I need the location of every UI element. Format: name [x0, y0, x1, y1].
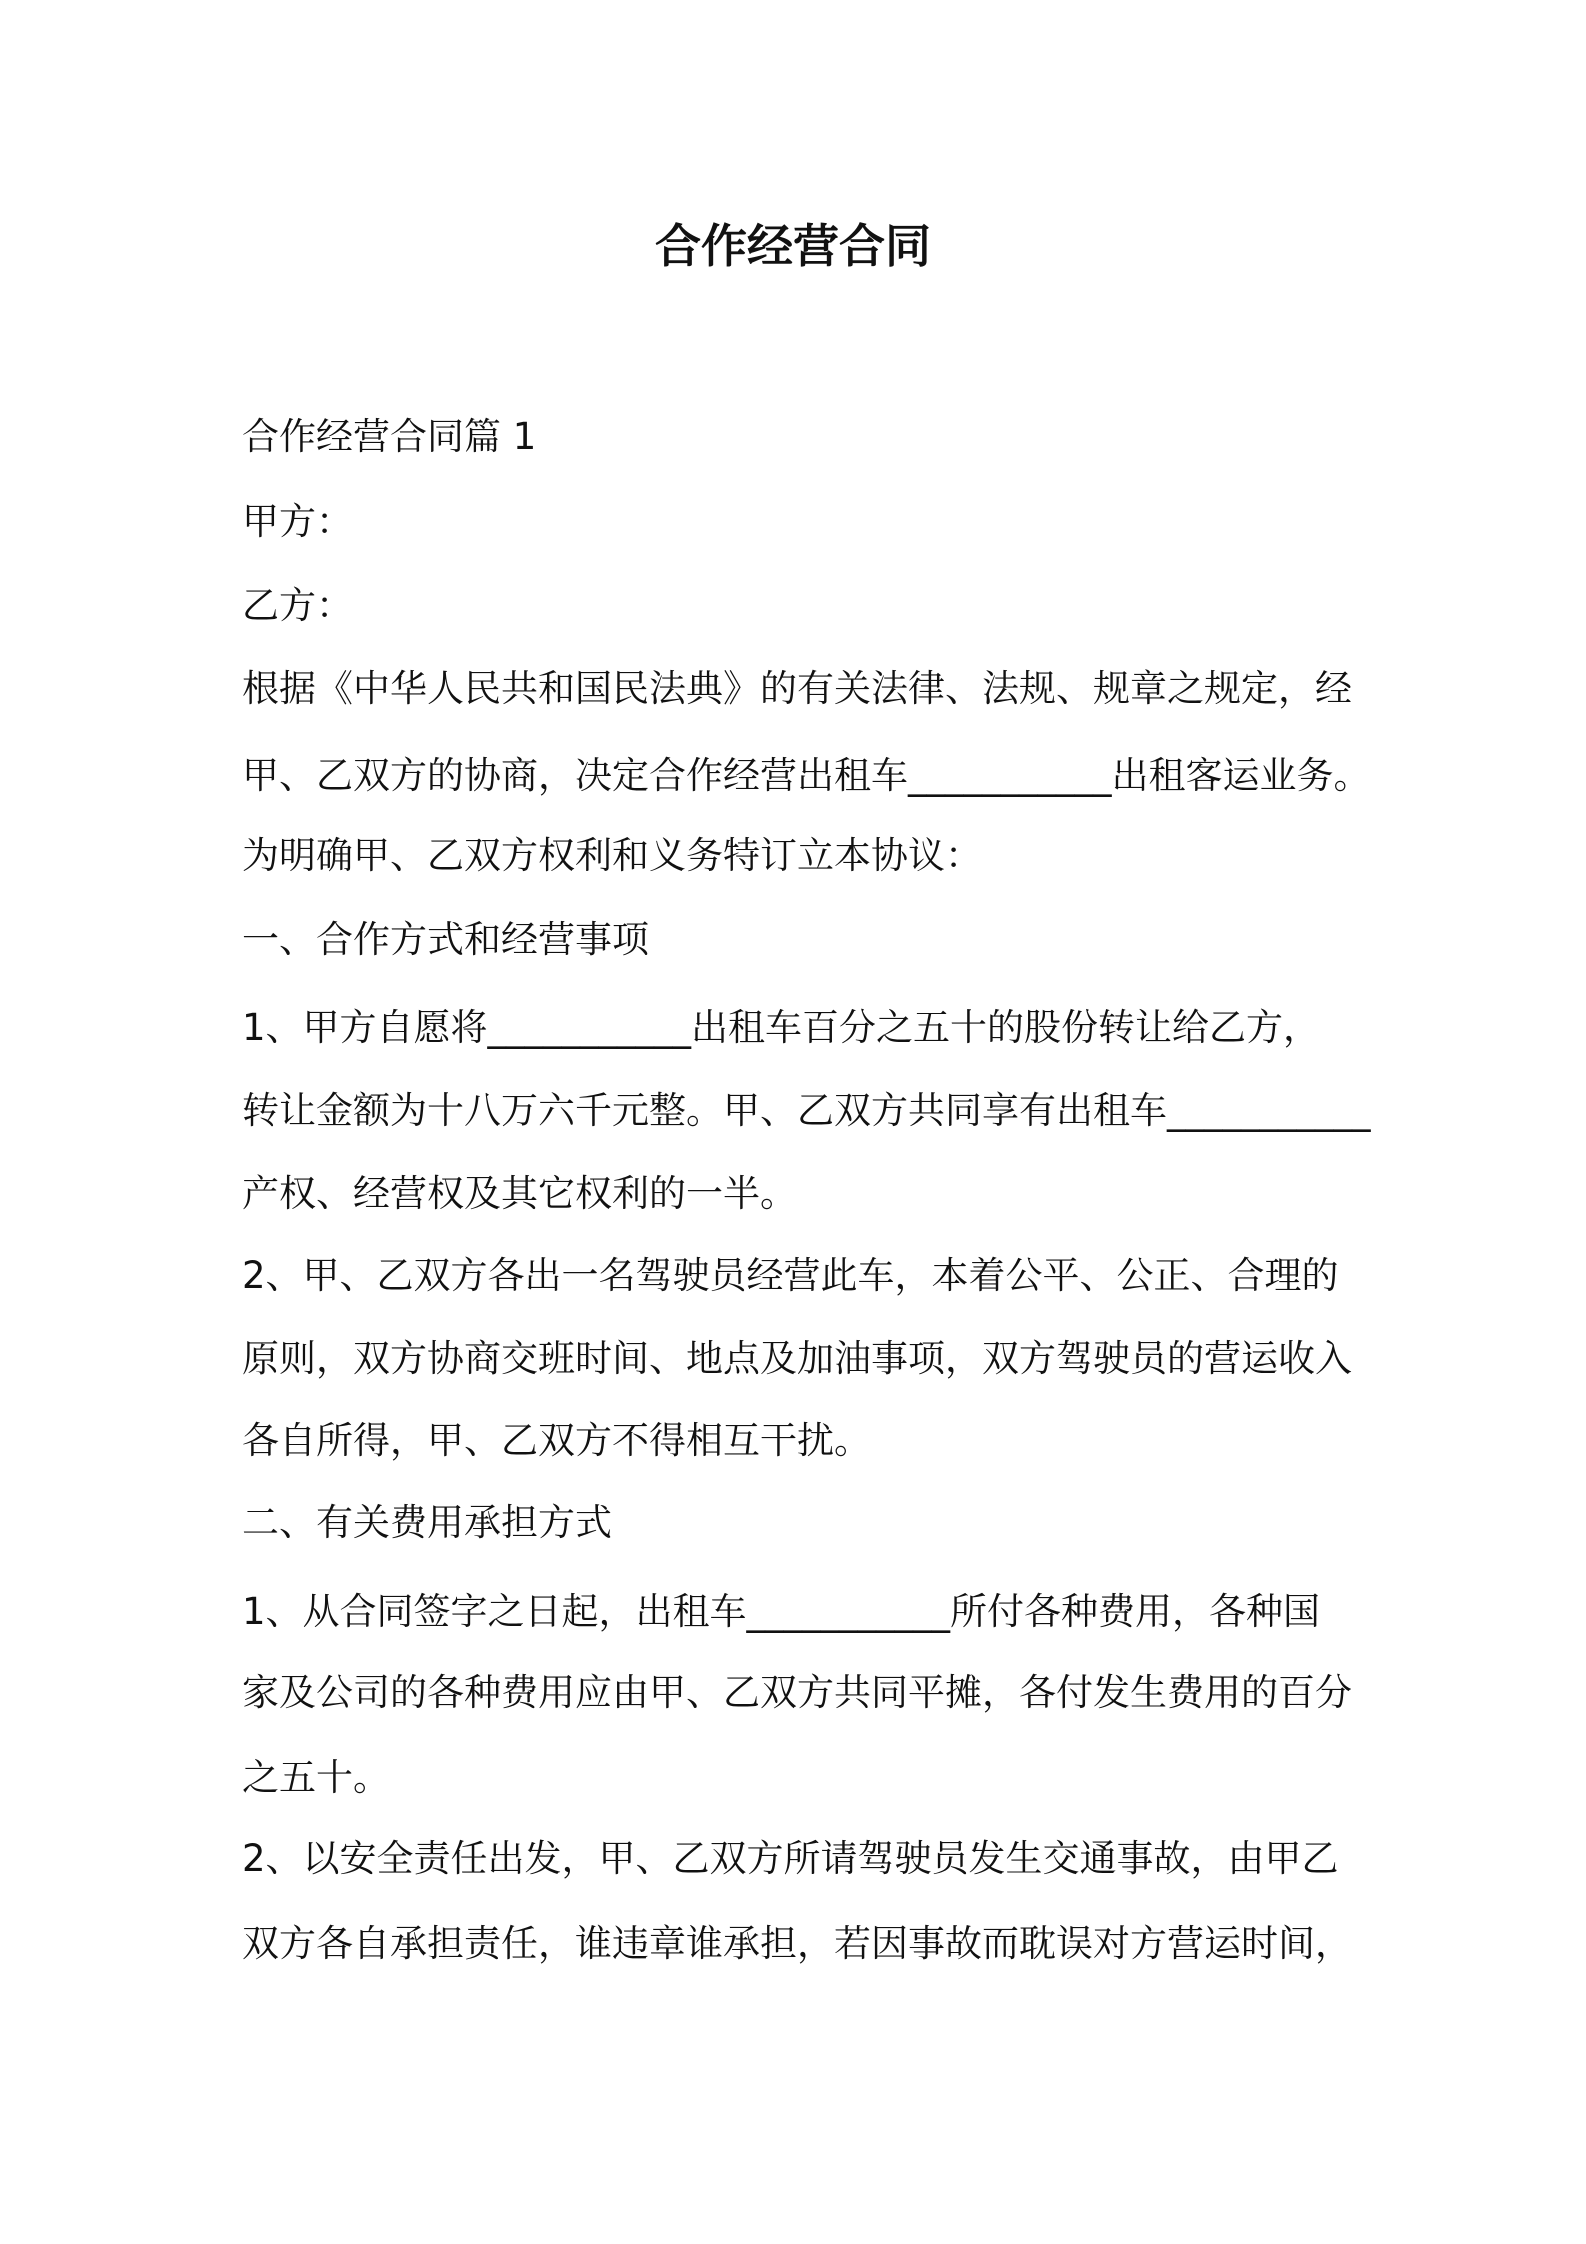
party-b-label: 乙方：: [242, 584, 353, 627]
paragraph-line: 甲、乙双方的协商，决定合作经营出租车___________出租客运业务。: [242, 754, 1371, 797]
clause-heading: 二、有关费用承担方式: [242, 1501, 612, 1544]
section-heading: 合作经营合同篇 1: [242, 415, 537, 458]
paragraph-line: 为明确甲、乙双方权利和义务特订立本协议：: [242, 834, 982, 877]
document-title: 合作经营合同: [655, 219, 931, 273]
paragraph-line: 产权、经营权及其它权利的一半。: [242, 1172, 797, 1215]
paragraph-line: 转让金额为十八万六千元整。甲、乙双方共同享有出租车___________: [242, 1089, 1371, 1132]
paragraph-line: 双方各自承担责任，谁违章谁承担，若因事故而耽误对方营运时间，: [242, 1922, 1352, 1965]
paragraph-line: 之五十。: [242, 1756, 390, 1799]
paragraph-line: 2、甲、乙双方各出一名驾驶员经营此车，本着公平、公正、合理的: [242, 1254, 1339, 1297]
paragraph-line: 2、以安全责任出发，甲、乙双方所请驾驶员发生交通事故，由甲乙: [242, 1837, 1339, 1880]
party-a-label: 甲方：: [242, 500, 353, 543]
paragraph-line: 1、甲方自愿将___________出租车百分之五十的股份转让给乙方，: [242, 1006, 1321, 1049]
paragraph-line: 各自所得，甲、乙双方不得相互干扰。: [242, 1419, 871, 1462]
paragraph-line: 家及公司的各种费用应由甲、乙双方共同平摊，各付发生费用的百分: [242, 1671, 1352, 1714]
paragraph-line: 根据《中华人民共和国民法典》的有关法律、法规、规章之规定，经: [242, 667, 1352, 710]
paragraph-line: 1、从合同签字之日起，出租车___________所付各种费用，各种国: [242, 1590, 1321, 1633]
paragraph-line: 原则，双方协商交班时间、地点及加油事项，双方驾驶员的营运收入: [242, 1337, 1352, 1380]
clause-heading: 一、合作方式和经营事项: [242, 918, 649, 961]
